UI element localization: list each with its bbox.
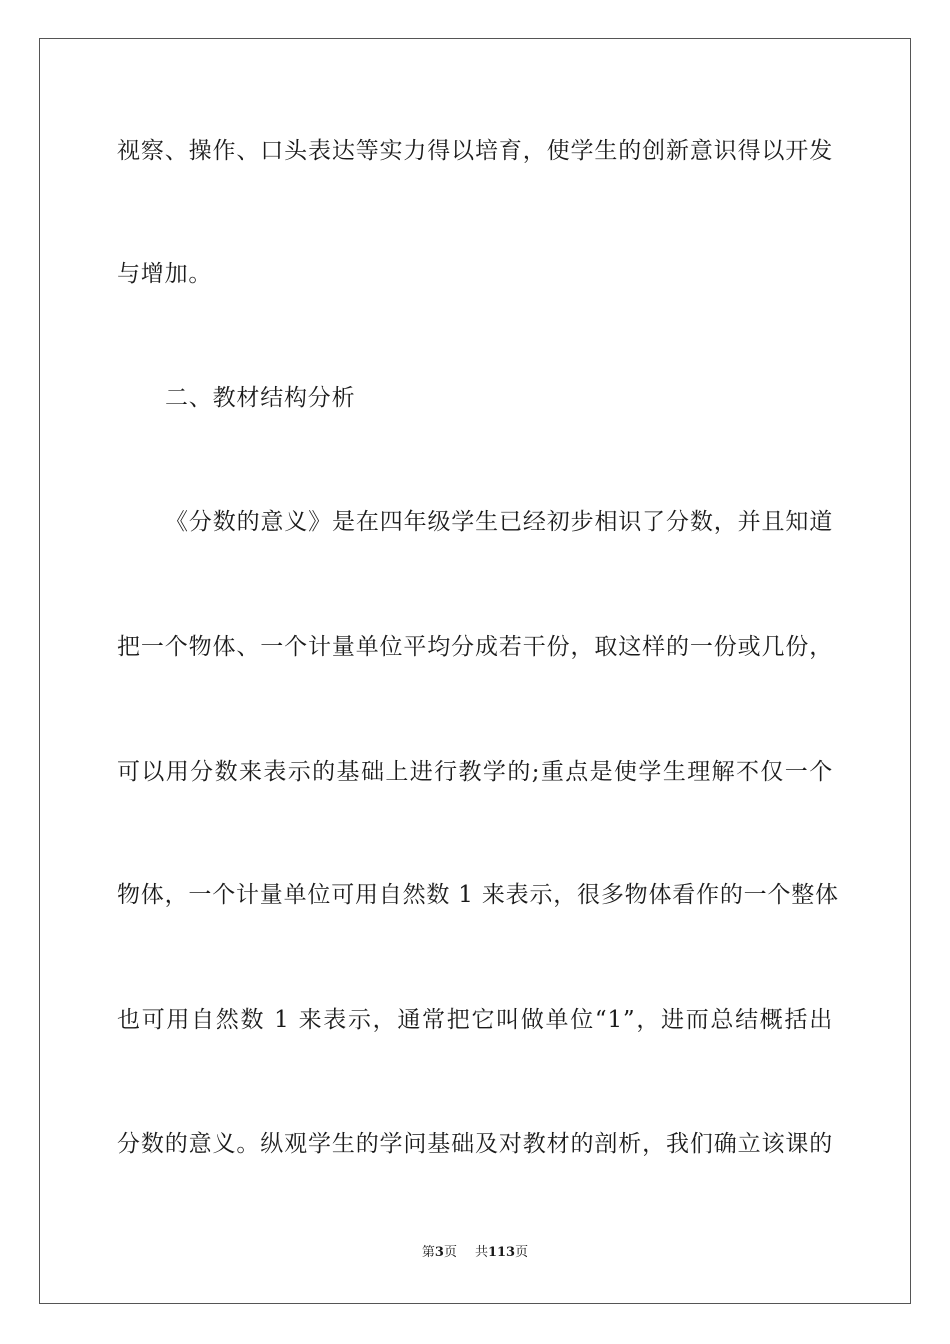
page-footer — [0, 1244, 950, 1262]
body-line-4: 《分数的意义》是在四年级学生已经初步相识了分数，并且知道 — [165, 509, 833, 535]
section-heading: 二、教材结构分析 — [165, 385, 356, 411]
body-line-8: 也可用自然数 1 来表示，通常把它叫做单位“1”，进而总结概括出 — [117, 1007, 833, 1033]
footer-page-total: 113 — [487, 1245, 516, 1260]
footer-total-suffix: 页 — [515, 1245, 529, 1260]
body-line-6: 可以用分数来表示的基础上进行教学的;重点是使学生理解不仅一个 — [117, 759, 833, 785]
body-line-2: 与增加。 — [117, 261, 213, 287]
page-border — [39, 38, 911, 1304]
footer-page-prefix: 第 — [421, 1245, 435, 1260]
body-line-9: 分数的意义。纵观学生的学问基础及对教材的剖析，我们确立该课的 — [117, 1131, 833, 1157]
footer-total-prefix: 共 — [474, 1245, 488, 1260]
body-line-5: 把一个物体、一个计量单位平均分成若干份，取这样的一份或几份， — [117, 634, 833, 660]
body-line-7: 物体，一个计量单位可用自然数 1 来表示，很多物体看作的一个整体 — [117, 882, 839, 908]
footer-page-current: 3 — [434, 1245, 444, 1260]
body-line-1: 视察、操作、口头表达等实力得以培育，使学生的创新意识得以开发 — [117, 138, 833, 164]
footer-page-suffix: 页 — [443, 1245, 457, 1260]
